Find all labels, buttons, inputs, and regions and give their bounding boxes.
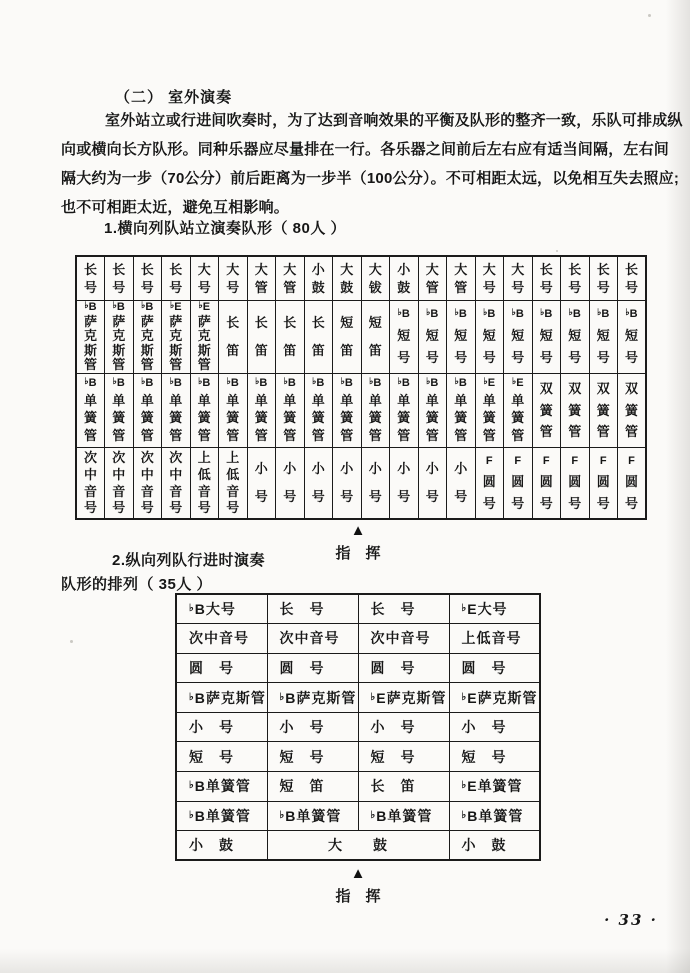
instrument-cell: ♭E 萨 克 斯 管 xyxy=(162,300,191,373)
instrument-cell: ♭B 短 号 xyxy=(532,300,561,373)
instrument-cell: ♭B 单 簧 管 xyxy=(105,373,134,447)
instrument-cell: 圆 号 xyxy=(358,653,449,683)
formation-row xyxy=(76,373,646,447)
instrument-cell: 短 笛 xyxy=(361,300,390,373)
section1-title: 1.横向列队站立演奏队形（ 80人 ） xyxy=(104,220,347,237)
instrument-cell: ♭B 短 号 xyxy=(447,300,476,373)
instrument-cell: 长 笛 xyxy=(219,300,248,373)
instrument-cell: ♭B 单 簧 管 xyxy=(333,373,362,447)
instrument-cell: 长 笛 xyxy=(276,300,305,373)
instrument-cell: ♭B 单 簧 管 xyxy=(219,373,248,447)
instrument-cell: 次 中 音 号 xyxy=(133,447,162,519)
instrument-cell: 长 号 xyxy=(267,594,358,624)
conductor-triangle-icon: ▲ xyxy=(350,522,366,539)
instrument-cell: 长 号 xyxy=(589,256,618,300)
instrument-cell: ♭B 短 号 xyxy=(589,300,618,373)
instrument-cell: 小 号 xyxy=(333,447,362,519)
paragraph-line: 隔大约为一步（70公分）前后距离为一步半（100公分）。不可相距太远，以免相互失去照应; xyxy=(61,170,680,187)
instrument-cell: 小 号 xyxy=(267,712,358,742)
scan-speck xyxy=(648,14,651,17)
instrument-cell: F 圆 号 xyxy=(532,447,561,519)
instrument-cell: 次 中 音 号 xyxy=(162,447,191,519)
instrument-cell: F 圆 号 xyxy=(504,447,533,519)
instrument-cell: 圆 号 xyxy=(176,653,267,683)
standing-formation-table xyxy=(75,255,647,520)
instrument-cell: 双 簧 管 xyxy=(618,373,647,447)
paragraph-line: 也不可相距太近，避免互相影响。 xyxy=(61,199,290,216)
instrument-cell: 大 号 xyxy=(504,256,533,300)
instrument-cell: ♭B 单 簧 管 xyxy=(447,373,476,447)
formation-row xyxy=(76,300,646,373)
instrument-cell: ♭B 单 簧 管 xyxy=(133,373,162,447)
instrument-cell: 长 号 xyxy=(76,256,105,300)
instrument-cell: ♭B 萨 克 斯 管 xyxy=(105,300,134,373)
instrument-cell: 次 中 音 号 xyxy=(105,447,134,519)
instrument-cell: ♭B 单 簧 管 xyxy=(418,373,447,447)
instrument-cell: 大 管 xyxy=(247,256,276,300)
instrument-cell: ♭B 单 簧 管 xyxy=(76,373,105,447)
instrument-cell: 大 号 xyxy=(475,256,504,300)
instrument-cell: ♭B 短 号 xyxy=(418,300,447,373)
instrument-cell: 大 管 xyxy=(418,256,447,300)
instrument-cell: ♭B萨克斯管 xyxy=(176,683,267,713)
instrument-cell: 上 低 音 号 xyxy=(190,447,219,519)
instrument-cell: 大 管 xyxy=(276,256,305,300)
formation-row xyxy=(176,653,540,683)
instrument-cell: ♭B 单 簧 管 xyxy=(162,373,191,447)
instrument-cell: 小 号 xyxy=(361,447,390,519)
instrument-cell: 小 号 xyxy=(358,712,449,742)
instrument-cell: 双 簧 管 xyxy=(561,373,590,447)
conductor-position-1 xyxy=(303,523,413,563)
paragraph-line: 室外站立或行进间吹奏时，为了达到音响效果的平衡及队形的整齐一致，乐队可排成纵 xyxy=(105,112,683,129)
instrument-cell: ♭B 短 号 xyxy=(618,300,647,373)
instrument-cell: 小 鼓 xyxy=(176,831,267,861)
instrument-cell: F 圆 号 xyxy=(589,447,618,519)
instrument-cell: 小 号 xyxy=(304,447,333,519)
formation-row xyxy=(176,594,540,624)
instrument-cell: ♭B 单 簧 管 xyxy=(190,373,219,447)
formation-row xyxy=(76,256,646,300)
formation-row xyxy=(76,447,646,519)
instrument-cell: F 圆 号 xyxy=(618,447,647,519)
instrument-cell: 短 笛 xyxy=(267,772,358,802)
formation-row xyxy=(176,624,540,654)
instrument-cell: F 圆 号 xyxy=(561,447,590,519)
instrument-cell: ♭B 短 号 xyxy=(475,300,504,373)
formation-row xyxy=(176,742,540,772)
instrument-cell: 大 鼓 xyxy=(333,256,362,300)
instrument-cell: 长 号 xyxy=(358,594,449,624)
paragraph-line: 向或横向长方队形。同种乐器应尽量排在一行。各乐器之间前后左右应有适当间隔，左右间 xyxy=(61,141,670,158)
instrument-cell: 次中音号 xyxy=(176,624,267,654)
instrument-cell: 大 号 xyxy=(190,256,219,300)
instrument-cell: 大 号 xyxy=(219,256,248,300)
instrument-cell: ♭B单簧管 xyxy=(358,801,449,831)
instrument-cell: ♭B单簧管 xyxy=(267,801,358,831)
instrument-cell: 长 号 xyxy=(618,256,647,300)
conductor-label: 指 挥 xyxy=(335,888,381,905)
instrument-cell: 小 号 xyxy=(276,447,305,519)
instrument-cell: 长 号 xyxy=(532,256,561,300)
instrument-cell: 长 号 xyxy=(105,256,134,300)
formation-row xyxy=(176,712,540,742)
instrument-cell: 长 笛 xyxy=(358,772,449,802)
instrument-cell: 圆 号 xyxy=(267,653,358,683)
instrument-cell: ♭B 单 簧 管 xyxy=(276,373,305,447)
instrument-cell: 小 号 xyxy=(449,712,540,742)
scan-speck xyxy=(70,640,73,643)
instrument-cell: 长 号 xyxy=(561,256,590,300)
instrument-cell: ♭B大号 xyxy=(176,594,267,624)
instrument-cell: 小 号 xyxy=(418,447,447,519)
formation-row xyxy=(176,772,540,802)
conductor-triangle-icon: ▲ xyxy=(350,865,366,882)
formation-row xyxy=(176,831,540,861)
formation-row xyxy=(176,801,540,831)
instrument-cell: ♭B单簧管 xyxy=(449,801,540,831)
instrument-cell: ♭E 萨 克 斯 管 xyxy=(190,300,219,373)
instrument-cell: 小 号 xyxy=(176,712,267,742)
section2-title-line1: 2.纵向列队行进时演奏 xyxy=(112,552,266,569)
scan-speck xyxy=(556,250,558,252)
instrument-cell: 次 中 音 号 xyxy=(76,447,105,519)
instrument-cell: 长 号 xyxy=(162,256,191,300)
formation-row xyxy=(176,683,540,713)
instrument-cell: 短 号 xyxy=(358,742,449,772)
instrument-cell: 长 笛 xyxy=(247,300,276,373)
instrument-cell: 长 号 xyxy=(133,256,162,300)
instrument-cell: ♭B 单 簧 管 xyxy=(304,373,333,447)
instrument-cell: ♭B 单 簧 管 xyxy=(390,373,419,447)
instrument-cell: ♭E 单 簧 管 xyxy=(504,373,533,447)
instrument-cell: 长 笛 xyxy=(304,300,333,373)
instrument-cell: 短 号 xyxy=(267,742,358,772)
instrument-cell: 小 鼓 xyxy=(390,256,419,300)
instrument-cell: ♭E大号 xyxy=(449,594,540,624)
instrument-cell: ♭E萨克斯管 xyxy=(449,683,540,713)
instrument-cell: 圆 号 xyxy=(449,653,540,683)
instrument-cell: 大 管 xyxy=(447,256,476,300)
conductor-position-2 xyxy=(303,866,413,906)
instrument-cell: ♭B 萨 克 斯 管 xyxy=(76,300,105,373)
instrument-cell: ♭B萨克斯管 xyxy=(267,683,358,713)
instrument-cell: 小 鼓 xyxy=(304,256,333,300)
instrument-cell: 短 号 xyxy=(449,742,540,772)
instrument-cell: 大 鼓 xyxy=(267,831,449,861)
marching-formation-table xyxy=(175,593,541,861)
section2-title-line2: 队形的排列（ 35人 ） xyxy=(61,576,213,593)
section-heading: （二） 室外演奏 xyxy=(115,89,233,106)
instrument-cell: ♭B单簧管 xyxy=(176,801,267,831)
instrument-cell: ♭B单簧管 xyxy=(176,772,267,802)
instrument-cell: 小 鼓 xyxy=(449,831,540,861)
body-paragraph xyxy=(61,106,683,222)
instrument-cell: 小 号 xyxy=(247,447,276,519)
instrument-cell: ♭B 萨 克 斯 管 xyxy=(133,300,162,373)
instrument-cell: 次中音号 xyxy=(358,624,449,654)
instrument-cell: 次中音号 xyxy=(267,624,358,654)
instrument-cell: ♭B 单 簧 管 xyxy=(361,373,390,447)
page-number: · 33 · xyxy=(604,911,658,929)
instrument-cell: F 圆 号 xyxy=(475,447,504,519)
instrument-cell: ♭E单簧管 xyxy=(449,772,540,802)
instrument-cell: ♭B 短 号 xyxy=(390,300,419,373)
instrument-cell: 大 钹 xyxy=(361,256,390,300)
instrument-cell: 双 簧 管 xyxy=(589,373,618,447)
instrument-cell: ♭B 单 簧 管 xyxy=(247,373,276,447)
instrument-cell: 短 号 xyxy=(176,742,267,772)
instrument-cell: 双 簧 管 xyxy=(532,373,561,447)
instrument-cell: ♭E萨克斯管 xyxy=(358,683,449,713)
instrument-cell: 上低音号 xyxy=(449,624,540,654)
conductor-label: 指 挥 xyxy=(335,545,381,562)
instrument-cell: 小 号 xyxy=(390,447,419,519)
instrument-cell: 上 低 音 号 xyxy=(219,447,248,519)
instrument-cell: ♭E 单 簧 管 xyxy=(475,373,504,447)
instrument-cell: 短 笛 xyxy=(333,300,362,373)
instrument-cell: ♭B 短 号 xyxy=(504,300,533,373)
instrument-cell: ♭B 短 号 xyxy=(561,300,590,373)
instrument-cell: 小 号 xyxy=(447,447,476,519)
